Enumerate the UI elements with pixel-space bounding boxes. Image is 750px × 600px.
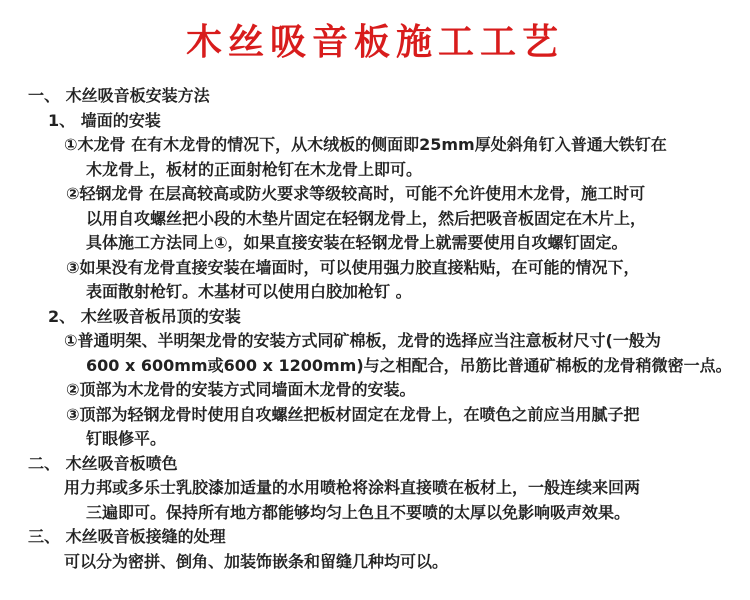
paragraph-line: 600 x 600mm或600 x 1200mm)与之相配合，吊筋比普通矿棉板的龙骨稍微密一点。 xyxy=(86,355,732,375)
paragraph-line: 以用自攻螺丝把小段的木垫片固定在轻钢龙骨上，然后把吸音板固定在木片上， xyxy=(86,208,647,228)
section-heading-spray-color: 二、 木丝吸音板喷色 xyxy=(28,453,178,473)
paragraph-line: 具体施工方法同上①，如果直接安装在轻钢龙骨上就需要使用自攻螺钉固定。 xyxy=(86,233,628,252)
page-title: 木丝吸音板施工工艺 xyxy=(185,22,564,63)
paragraph-line: 三遍即可。保持所有地方都能够均匀上色且不要喷的太厚以免影响吸声效果。 xyxy=(86,502,631,522)
paragraph-line: 钉眼修平。 xyxy=(86,429,167,448)
section-heading-seam-treatment: 三、 木丝吸音板接缝的处理 xyxy=(28,527,226,546)
subsection-heading-wall-install: 1、 墙面的安装 xyxy=(48,110,161,130)
paragraph-line: 木龙骨上，板材的正面射枪钉在木龙骨上即可。 xyxy=(86,159,423,179)
paragraph-line: 可以分为密拼、倒角、加装饰嵌条和留缝几种均可以。 xyxy=(64,551,449,571)
paragraph-line: 表面散射枪钉。木基材可以使用白胶加枪钉 。 xyxy=(86,282,412,301)
paragraph-line: ③顶部为轻钢龙骨时使用自攻螺丝把板材固定在龙骨上，在喷色之前应当用腻子把 xyxy=(66,404,640,424)
section-heading-install-method: 一、 木丝吸音板安装方法 xyxy=(28,86,210,105)
subsection-heading-ceiling-install: 2、 木丝吸音板吊顶的安装 xyxy=(48,306,241,326)
paragraph-line: 用力邦或多乐士乳胶漆加适量的水用喷枪将涂料直接喷在板材上，一般连续来回两 xyxy=(64,478,641,497)
paragraph-line: ②轻钢龙骨 在层高较高或防火要求等级较高时，可能不允许使用木龙骨，施工时可 xyxy=(66,184,646,203)
paragraph-line: ③如果没有龙骨直接安装在墙面时，可以使用强力胶直接粘贴，在可能的情况下， xyxy=(66,257,640,277)
paragraph-line: ①木龙骨 在有木龙骨的情况下，从木绒板的侧面即25mm厚处斜角钉入普通大铁钉在 xyxy=(64,135,667,154)
paragraph-line: ①普通明架、半明架龙骨的安装方式同矿棉板，龙骨的选择应当注意板材尺寸(一般为 xyxy=(64,331,661,350)
paragraph-line: ②顶部为木龙骨的安装方式同墙面木龙骨的安装。 xyxy=(66,380,416,399)
